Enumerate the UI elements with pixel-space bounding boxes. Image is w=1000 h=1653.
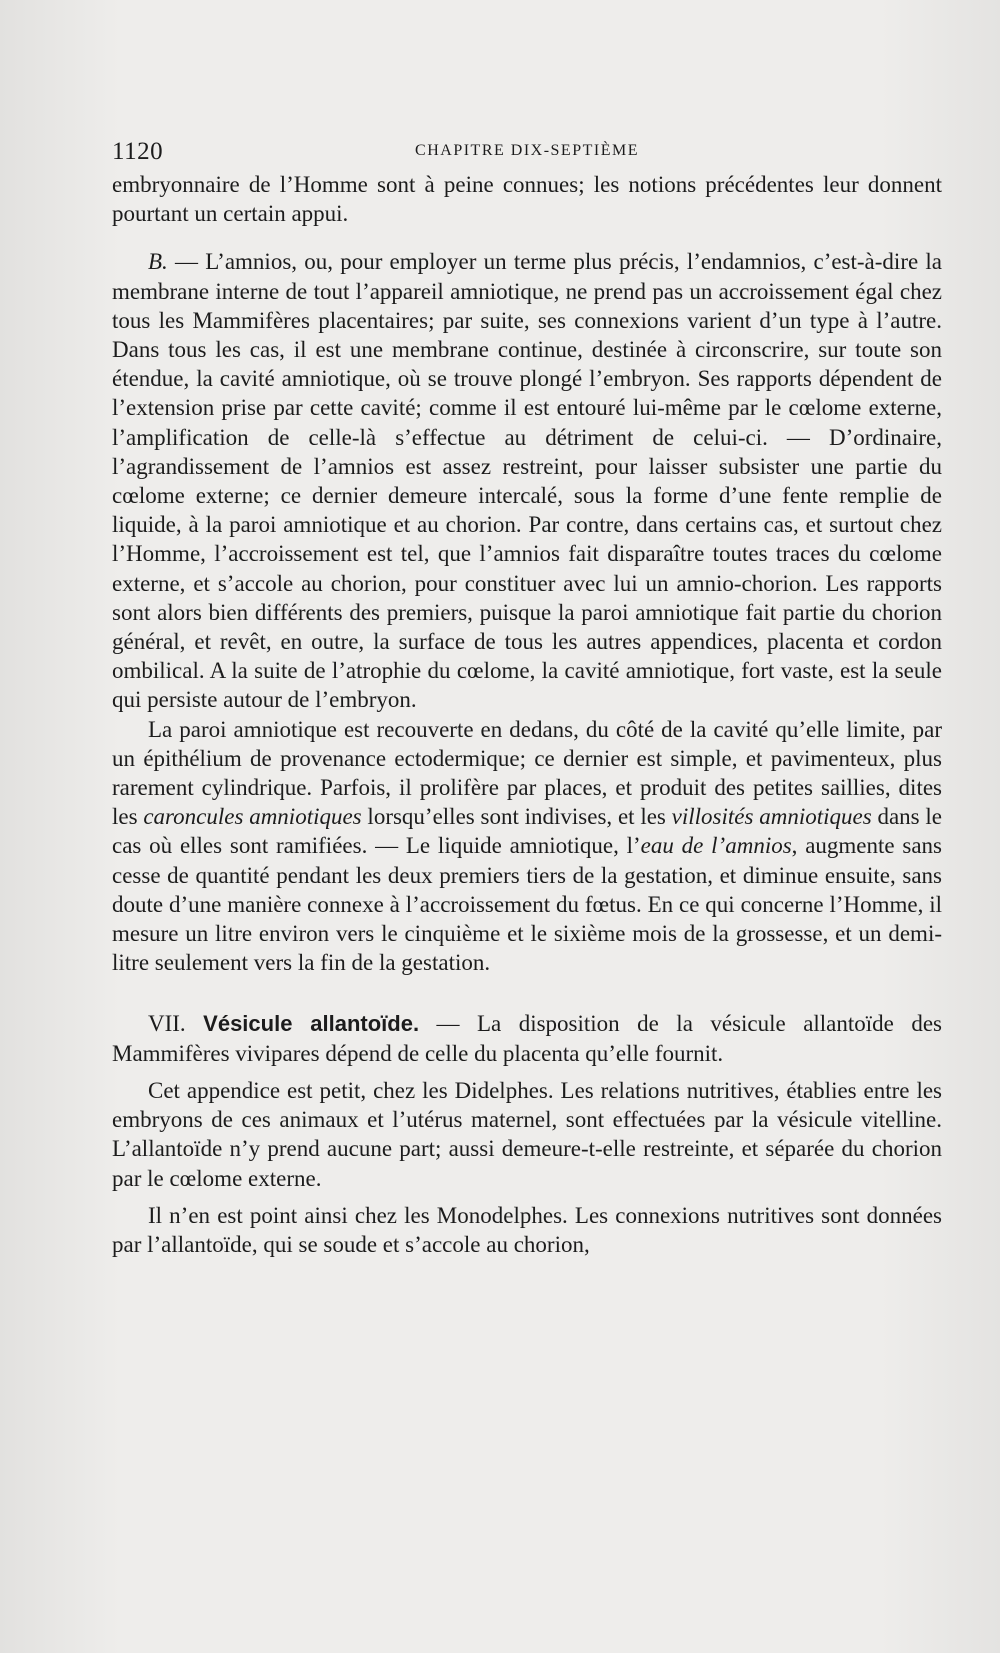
section-title: Vésicule allantoïde. [203, 1011, 420, 1037]
paragraph-paroi-amniotique [112, 715, 942, 978]
paragraph-continued: embryonnaire de l’Homme sont à peine connues; les notions précédentes leur donnent pourtant un certain appui. [112, 172, 942, 227]
running-head [112, 134, 942, 168]
italic-term: caroncules amniotiques [143, 804, 362, 830]
paragraph-monodelphes: Il n’en est point ainsi chez les Monodelphes. Les connexions nutritives sont données par l’allantoïde, qui se soude et s’accole au chorion, [112, 1202, 942, 1257]
paragraph-text: — L’amnios, ou, pour employer un terme plus précis, l’endamnios, c’est-à-dire la membrane interne de tout l’appareil amniotique, ne prend pas un accroissement égal chez tous les Mammifères placentaires; par suite, ses connexions varient d’un type à l’autre. Dans tous les cas, il est une membrane continue, destinée à circonscrire, sur toute son étendue, la cavité amniotique, où se trouve plongé l’embryon. Ses rapports dépendent de l’extension prise par cette cavité; comme il est entouré lui-même par le cœlome externe, l’amplification de celle-là s’effectue au détriment de celui-ci. — D’ordinaire, l’agrandissement de l’amnios est assez restreint, pour laisser subsister une partie du cœlome externe; ce dernier demeure intercalé, sous la forme d’une fente remplie de liquide, à la paroi amniotique et au chorion. Par contre, dans certains cas, et surtout chez l’Homme, l’accroissement est tel, que l’amnios fait disparaître toutes traces du cœlome externe, et s’accole au chorion, pour constituer avec lui un amnio-chorion. Les rapports sont alors bien différents des premiers, puisque la paroi amniotique fait partie du chorion général, et revêt, en outre, la surface de tous les autres appendices, placenta et cordon ombilical. A la suite de l’atrophie du cœlome, la cavité amniotique, fort vaste, est la seule qui persiste autour de l’embryon. [112, 249, 942, 713]
section-letter: B. [148, 249, 168, 275]
italic-term: villosités amniotiques [671, 804, 872, 830]
paragraph-text: lorsqu’elles sont indivises, et les [361, 804, 672, 830]
page-number: 1120 [112, 138, 164, 165]
italic-term: eau de l’amnios [640, 833, 792, 859]
paragraph-text: — La disposition de la vésicule allantoïde des Mammifères vivipares dépend de celle du placenta qu’elle fournit. [112, 1011, 943, 1066]
paragraph-text: , augmente sans cesse de quantité pendant les deux premiers tiers de la gestation, et diminue ensuite, sans doute d’une manière connexe à l’accroissement du fœtus. En ce qui concerne l’Homme, il mesure un litre environ vers le cinquième et le sixième mois de la grossesse, et un demi-litre seulement vers la fin de la gestation. [112, 833, 943, 976]
section-number: VII. [148, 1011, 204, 1037]
section-vii-paragraph [112, 1009, 942, 1067]
paragraph-text: La paroi amniotique est recouverte en dedans, du côté de la cavité qu’elle limite, par un épithélium de provenance ectodermique; ce dernier est simple, et pavimenteux, plus rarement cylindrique. Parfois, il prolifère par places, et produit des petites saillies, dites les [112, 716, 942, 830]
chapter-title: CHAPITRE DIX-SEPTIÈME [415, 142, 639, 159]
page-content [112, 134, 942, 1259]
paragraph-text: dans le cas où elles sont ramifiées. — Le liquide amniotique, l’ [112, 804, 942, 859]
paragraph-didelphes: Cet appendice est petit, chez les Didelphes. Les relations nutritives, établies entre les embryons de ces animaux et l’utérus maternel, sont effectuées par la vésicule vitelline. L’allantoïde n’y prend aucune part; aussi demeure-t-elle restreinte, et séparée du chorion par le cœlome externe. [112, 1077, 942, 1191]
paragraph-amnios [112, 247, 942, 714]
